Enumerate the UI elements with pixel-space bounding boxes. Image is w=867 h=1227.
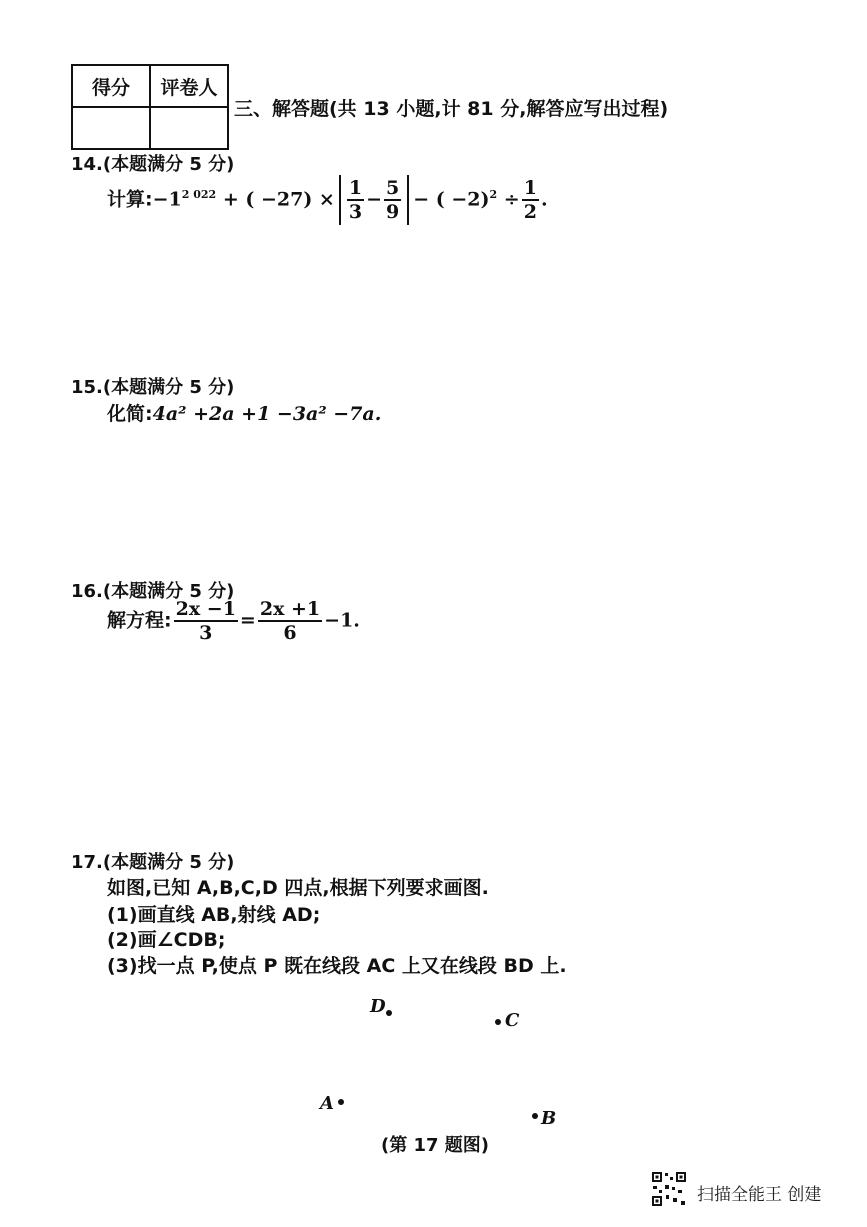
q14-term2: + ( −27) × — [216, 188, 335, 211]
q14-expression — [107, 175, 548, 225]
point-a-label: A — [320, 1093, 334, 1114]
section-title: 三、解答题(共 13 小题,计 81 分,解答应写出过程) — [234, 98, 669, 120]
q16-rhs-num: 2x +1 — [259, 598, 321, 620]
q16-rhs-frac — [258, 598, 322, 644]
q16-lhs-frac — [174, 598, 238, 644]
q14-frac3-den: 2 — [523, 201, 537, 223]
abs-bar-left — [339, 175, 341, 225]
q14-frac1 — [347, 177, 364, 223]
q14-frac3-num: 1 — [523, 177, 537, 199]
q16-equals: = — [239, 609, 256, 632]
q14-label: 计算: — [107, 188, 153, 211]
point-a — [338, 1099, 344, 1105]
q16-equation — [107, 598, 360, 644]
score-header: 得分 — [72, 65, 150, 107]
q14-head: 14.(本题满分 5 分) — [71, 154, 235, 175]
q16-lhs-den: 3 — [199, 622, 213, 644]
grader-header: 评卷人 — [150, 65, 228, 107]
q17-intro: 如图,已知 A,B,C,D 四点,根据下列要求画图. — [107, 877, 489, 899]
q16-head: 16.(本题满分 5 分) — [71, 581, 235, 602]
q15-head: 15.(本题满分 5 分) — [71, 377, 235, 398]
q14-end: . — [540, 188, 548, 211]
q17-item3: (3)找一点 P,使点 P 既在线段 AC 上又在线段 BD 上. — [107, 955, 567, 977]
q15-expression — [107, 399, 381, 426]
q16-label: 解方程: — [107, 609, 172, 632]
point-c-label: C — [505, 1010, 520, 1031]
q17-item2: (2)画∠CDB; — [107, 929, 226, 951]
figure-caption: (第 17 题图) — [381, 1135, 490, 1156]
q16-rhs-den: 6 — [283, 622, 297, 644]
point-b — [532, 1113, 538, 1119]
q14-frac2 — [384, 177, 401, 223]
point-d-label: D — [370, 996, 386, 1017]
q14-frac1-num: 1 — [348, 177, 363, 199]
q14-exp1: 2 022 — [181, 188, 217, 202]
q14-term4: ÷ — [497, 188, 520, 211]
q16-tail: −1. — [324, 609, 360, 632]
q14-exp2: 2 — [489, 188, 498, 202]
score-table — [71, 64, 229, 150]
watermark-text: 扫描全能王 创建 — [697, 1185, 822, 1205]
q15-expr: 4a² +2a +1 −3a² −7a. — [152, 403, 382, 425]
point-c — [495, 1019, 501, 1025]
q14-minus: − — [366, 188, 382, 211]
point-b-label: B — [541, 1108, 557, 1129]
q16-lhs-num: 2x −1 — [175, 598, 236, 620]
q14-term3: − ( −2) — [413, 188, 490, 211]
abs-bar-right — [407, 175, 409, 225]
qr-code-icon — [651, 1171, 687, 1207]
q14-frac3 — [522, 177, 539, 223]
q14-frac2-den: 9 — [386, 201, 400, 223]
point-d — [386, 1010, 392, 1016]
q14-frac1-den: 3 — [348, 201, 363, 223]
q14-term1: −1 — [152, 188, 182, 211]
q17-head: 17.(本题满分 5 分) — [71, 852, 235, 873]
q17-item1: (1)画直线 AB,射线 AD; — [107, 904, 321, 926]
score-cell — [72, 107, 150, 149]
grader-cell — [150, 107, 228, 149]
q15-label: 化简: — [107, 403, 153, 425]
q14-frac2-num: 5 — [386, 177, 400, 199]
